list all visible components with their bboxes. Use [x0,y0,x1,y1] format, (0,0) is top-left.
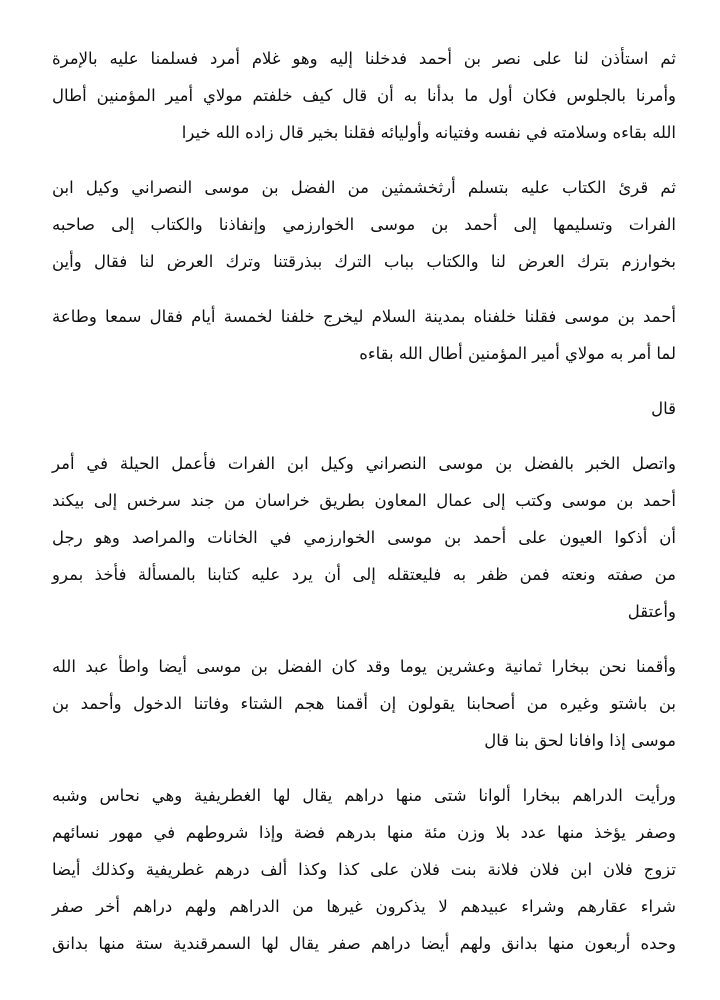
text-line: بن باشتو وغيره من أصحابنا يقولون إن أقمنا هجم الشتاء وفاتنا الدخول وأحمد بن [52,694,676,713]
paragraph [52,40,676,151]
text-line: أحمد بن موسى وكتب إلى عمال المعاون بطريق خراسان من جند سرخس إلى بيكند [52,491,676,510]
text-line: شراء عقارهم وشراء عبيدهم لا يذكرون غيرها من الدراهم ولهم دراهم أخر صفر [52,897,676,916]
paragraph [52,169,676,280]
paragraph [52,777,676,962]
paragraph [52,445,676,630]
text-line: وصفر يؤخذ منها عدد بلا وزن مئة منها بدرهم فضة وإذا شروطهم في مهور نسائهم [52,823,676,842]
text-line: ثم استأذن لنا على نصر بن أحمد فدخلنا إليه وهو غلام أمرد فسلمنا عليه بالإمرة [52,49,676,68]
text-line: واتصل الخبر بالفضل بن موسى النصراني وكيل ابن الفرات فأعمل الحيلة في أمر [52,454,676,473]
text-line: وحده أربعون منها بدانق ولهم أيضا دراهم صفر يقال لها السمرقندية ستة منها بدانق [52,934,676,953]
text-line: بخوارزم بترك العرض لنا والكتاب بباب الترك ببذرقتنا وترك العرض لنا فقال وأين [52,252,676,271]
text-line: لما أمر به مولاي أمير المؤمنين أطال الله بقاءه [359,344,676,363]
text-line: قال [651,399,676,418]
paragraph [52,298,676,372]
text-line: موسى إذا وافانا لحق بنا قال [484,731,676,750]
text-line: وأعتقل [627,602,676,621]
text-line: أحمد بن موسى فقلنا خلفناه بمدينة السلام ليخرج خلفنا لخمسة أيام فقال سمعا وطاعة [52,307,676,326]
text-line: من صفته ونعته فمن ظفر به فليعتقله إلى أن يرد عليه كتابنا بالمسألة فأخذ بمرو [52,565,676,584]
text-line: وأقمنا نحن ببخارا ثمانية وعشرين يوما وقد كان الفضل بن موسى أيضا واطأ عبد الله [52,657,676,676]
text-line: الله بقاءه وسلامته في نفسه وفتيانه وأوليائه فقلنا بخير قال زاده الله خيرا [181,123,676,142]
text-line: أن أذكوا العيون على أحمد بن موسى الخوارزمي في الخانات والمراصد وهو رجل [52,528,676,547]
text-line: تزوج فلان ابن فلان فلانة بنت فلان على كذا وكذا ألف درهم غطريفية وكذلك أيضا [52,860,676,879]
text-line: الفرات وتسليمها إلى أحمد بن موسى الخوارزمي وإنفاذنا والكتاب إلى صاحبه [52,215,676,234]
text-line: وأمرنا بالجلوس فكان أول ما بدأنا به أن قال كيف خلفتم مولاي أمير المؤمنين أطال [52,86,676,105]
paragraph [52,648,676,759]
text-line: ورأيت الدراهم ببخارا ألوانا شتى منها دراهم يقال لها الغطريفية وهي نحاس وشبه [52,786,676,805]
text-line: ثم قرئ الكتاب عليه بتسلم أرثخشمثين من الفضل بن موسى النصراني وكيل ابن [52,178,676,197]
paragraph [52,390,676,427]
